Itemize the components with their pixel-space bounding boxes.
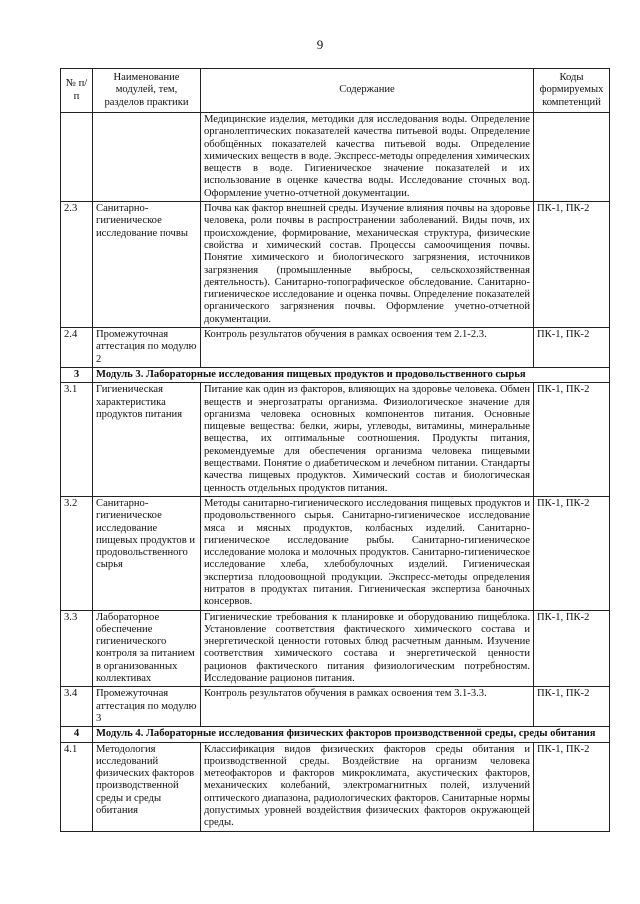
module-title: Модуль 3. Лабораторные исследования пищевых продуктов и продовольственного сырья	[93, 367, 610, 382]
row-codes: ПК-1, ПК-2	[534, 202, 610, 328]
table-row	[61, 328, 610, 368]
module-num: 3	[61, 367, 93, 382]
row-title: Промежуточная аттестация по модулю 2	[93, 328, 201, 368]
row-content: Медицинские изделия, методики для исследования воды. Определение органолептических показателей качества питьевой воды. Определение обобщённых показателей качества питьевой воды. Определение химических веществ в воде. Экспресс-методы определения химических веществ в воде. Гигиеническое значение показателей и их использование в оценке качества воды. Исследование сточных вод. Оформление учетно-отчетной документации.	[201, 113, 534, 202]
page-number: 9	[316, 37, 324, 52]
row-num: 3.4	[61, 687, 93, 727]
row-content: Контроль результатов обучения в рамках освоения тем 3.1-3.3.	[201, 687, 534, 727]
header-title: Наименование модулей, тем, разделов практики	[93, 69, 201, 113]
table-row	[61, 383, 610, 497]
row-codes	[534, 113, 610, 202]
table-row	[61, 687, 610, 727]
row-title: Методология исследований физических факторов производственной среды и среды обитания	[93, 742, 201, 831]
header-codes: Коды формируемых компетенций	[534, 69, 610, 113]
row-content: Методы санитарно-гигиенического исследования пищевых продуктов и продовольственного сырья. Санитарно-гигиеническое исследование мяса и мясных продуктов, колбасных изделий. Санитарно-гигиеническое исследование рыбы. Санитарно-гигиеническое исследование молока и молочных продуктов. Санитарно-гигиеническое исследование хлеба, хлебобулочных изделий. Гигиеническая экспертиза плодоовощной продукции. Экспресс-методы определения нитратов в продуктах питания. Гигиеническая экспертиза баночных консервов.	[201, 496, 534, 610]
row-content: Питание как один из факторов, влияющих на здоровье человека. Обмен веществ и энергозатраты организма. Физиологическое значение для организма человека основных компонентов питания. Основные пищевые вещества: белки, жиры, углеводы, витамины, минеральные вещества, их оптимальные соотношения. Продукты питания, рекомендуемые для обеспечения организма человека пищевыми веществами. Понятие о диабетическом и лечебном питании. Стандарты качества пищевых продуктов. Химический состав и биологическая ценность отдельных продуктов питания.	[201, 383, 534, 497]
table-header-row	[61, 69, 610, 113]
module-num: 4	[61, 727, 93, 742]
row-title: Гигиеническая характеристика продуктов питания	[93, 383, 201, 497]
module-title: Модуль 4. Лабораторные исследования физических факторов производственной среды, среды обитания	[93, 727, 610, 742]
row-title: Промежуточная аттестация по модулю 3	[93, 687, 201, 727]
row-codes: ПК-1, ПК-2	[534, 328, 610, 368]
row-num: 3.3	[61, 610, 93, 687]
table-row	[61, 202, 610, 328]
curriculum-table	[60, 68, 610, 832]
row-num: 4.1	[61, 742, 93, 831]
module-row	[61, 727, 610, 742]
row-content: Классификация видов физических факторов среды обитания и производственной среды. Воздействие на организм человека метеофакторов и факторов микроклимата, акустических факторов, механических колебаний, электромагнитных полей, излучений оптического диапазона, радиологических факторов. Санитарные нормы допустимых уровней воздействия физических факторов окружающей среды.	[201, 742, 534, 831]
row-num: 2.3	[61, 202, 93, 328]
row-codes: ПК-1, ПК-2	[534, 496, 610, 610]
row-num: 3.2	[61, 496, 93, 610]
row-num: 3.1	[61, 383, 93, 497]
table-row	[61, 610, 610, 687]
row-content: Гигиенические требования к планировке и оборудованию пищеблока. Установление соответствия фактического химического состава и энергетической ценности готовых блюд расчетным данным. Изучение соответствия химического состава и энергетической ценности рационов фактического питания физиологическим потребностям. Исследование рационов питания.	[201, 610, 534, 687]
table-row	[61, 742, 610, 831]
row-num	[61, 113, 93, 202]
header-num: № п/п	[61, 69, 93, 113]
row-codes: ПК-1, ПК-2	[534, 383, 610, 497]
row-codes: ПК-1, ПК-2	[534, 687, 610, 727]
row-codes: ПК-1, ПК-2	[534, 610, 610, 687]
table-row	[61, 496, 610, 610]
table-row	[61, 113, 610, 202]
header-content: Содержание	[201, 69, 534, 113]
row-title: Санитарно-гигиеническое исследование почвы	[93, 202, 201, 328]
row-title	[93, 113, 201, 202]
row-content: Почва как фактор внешней среды. Изучение влияния почвы на здоровье человека, роли почвы в распространении заболеваний. Виды почв, их происхождение, формирование, механическая структура, физические свойства и химический состав. Процессы самоочищения почвы. Понятие химического и биологического загрязнения, источников загрязнения (промышленные выбросы, сельскохозяйственная деятельность). Санитарно-топографическое обследование. Санитарно-гигиеническое исследование и оценка почвы. Определение показателей органического загрязнения почвы. Оформление учетно-отчетной документации.	[201, 202, 534, 328]
module-row	[61, 367, 610, 382]
row-num: 2.4	[61, 328, 93, 368]
row-codes: ПК-1, ПК-2	[534, 742, 610, 831]
row-content: Контроль результатов обучения в рамках освоения тем 2.1-2.3.	[201, 328, 534, 368]
row-title: Лабораторное обеспечение гигиенического контроля за питанием в организованных коллективах	[93, 610, 201, 687]
row-title: Санитарно-гигиеническое исследование пищевых продуктов и продовольственного сырья	[93, 496, 201, 610]
